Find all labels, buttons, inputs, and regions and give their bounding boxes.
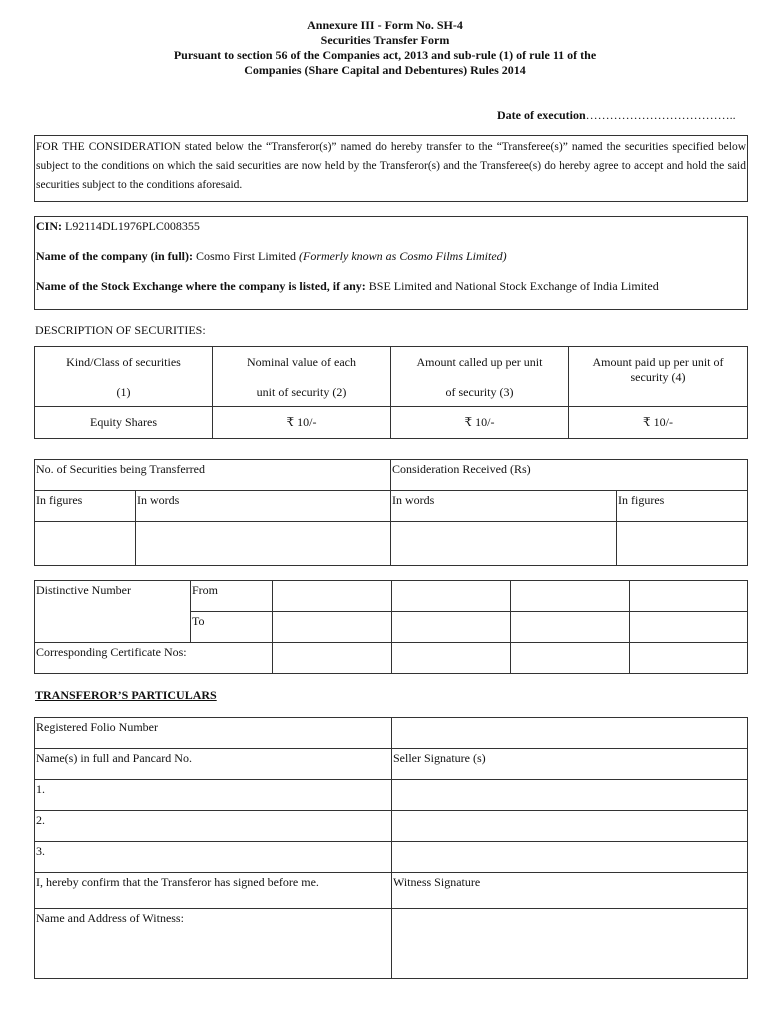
date-of-execution-dots: ………………………………..	[585, 108, 736, 122]
cin-value: L92114DL1976PLC008355	[65, 219, 200, 233]
transferor-item-1[interactable]: 1.	[35, 780, 392, 811]
consideration-in-words-label: In words	[391, 491, 617, 522]
registered-folio-field[interactable]	[392, 718, 748, 749]
witness-address-label: Name and Address of Witness:	[35, 909, 392, 979]
seller-signature-3[interactable]	[392, 842, 748, 873]
stock-exchange-row	[36, 279, 659, 294]
form-rules-line: Companies (Share Capital and Debentures) Rules 2014	[244, 63, 526, 77]
cert-field-4[interactable]	[630, 643, 748, 674]
from-field-3[interactable]	[511, 581, 630, 612]
consideration-paragraph	[34, 135, 748, 202]
company-details-box	[34, 216, 748, 310]
transfer-table	[34, 459, 748, 566]
securities-in-words-field[interactable]	[136, 522, 391, 566]
seller-signature-1[interactable]	[392, 780, 748, 811]
cert-field-1[interactable]	[273, 643, 392, 674]
cell-nominal: ₹ 10/-	[213, 407, 391, 439]
in-words-label: In words	[136, 491, 391, 522]
date-of-execution[interactable]	[497, 108, 736, 123]
transferor-item-3[interactable]: 3.	[35, 842, 392, 873]
cell-paid-up: ₹ 10/-	[569, 407, 748, 439]
securities-in-figures-field[interactable]	[35, 522, 136, 566]
stock-exchange-value: BSE Limited and National Stock Exchange of India Limited	[368, 279, 659, 293]
seller-signature-2[interactable]	[392, 811, 748, 842]
from-field-1[interactable]	[273, 581, 392, 612]
cin-row	[36, 219, 200, 234]
from-field-2[interactable]	[392, 581, 511, 612]
company-name-value: Cosmo First Limited	[195, 249, 296, 263]
certificate-nos-label: Corresponding Certificate Nos:	[35, 643, 273, 674]
witness-confirm-label: I, hereby confirm that the Transferor has signed before me.	[35, 873, 392, 909]
no-of-securities-label: No. of Securities being Transferred	[35, 460, 391, 491]
registered-folio-label: Registered Folio Number	[35, 718, 392, 749]
col-called-up-num: of security (3)	[445, 385, 514, 399]
company-name-note: (Formerly known as Cosmo Films Limited)	[299, 249, 507, 263]
consideration-in-words-field[interactable]	[391, 522, 617, 566]
form-pursuant-line: Pursuant to section 56 of the Companies act, 2013 and sub-rule (1) of rule 11 of the	[173, 48, 597, 62]
distinctive-number-label: Distinctive Number	[35, 581, 191, 643]
date-of-execution-label: Date of execution	[497, 108, 586, 122]
transferor-item-2[interactable]: 2.	[35, 811, 392, 842]
to-field-1[interactable]	[273, 612, 392, 643]
to-label: To	[191, 612, 273, 643]
col-nominal-value-num: unit of security (2)	[256, 385, 347, 399]
col-kind-class	[35, 347, 213, 407]
cert-field-2[interactable]	[392, 643, 511, 674]
col-nominal-value-label: Nominal value of each	[247, 355, 356, 369]
col-kind-class-num: (1)	[116, 385, 131, 399]
form-subtitle: Securities Transfer Form	[320, 33, 450, 47]
securities-data-row	[35, 407, 748, 439]
consideration-in-figures-field[interactable]	[617, 522, 748, 566]
col-called-up-label: Amount called up per unit	[416, 355, 543, 369]
consideration-received-label: Consideration Received (Rs)	[391, 460, 748, 491]
to-field-2[interactable]	[392, 612, 511, 643]
securities-header-row	[35, 347, 748, 407]
distinctive-number-table	[34, 580, 748, 674]
col-paid-up-label: Amount paid up per unit of security (4)	[592, 355, 724, 384]
securities-table	[34, 346, 748, 439]
seller-signature-label: Seller Signature (s)	[392, 749, 748, 780]
in-figures-label: In figures	[35, 491, 136, 522]
securities-heading: DESCRIPTION OF SECURITIES:	[35, 323, 206, 337]
cell-kind: Equity Shares	[35, 407, 213, 439]
company-name-label: Name of the company (in full):	[36, 249, 193, 263]
to-field-3[interactable]	[511, 612, 630, 643]
stock-exchange-label: Name of the Stock Exchange where the company is listed, if any:	[36, 279, 366, 293]
transferor-heading: TRANSFEROR’S PARTICULARS	[35, 688, 217, 702]
witness-signature-field[interactable]	[392, 909, 748, 979]
cell-called-up: ₹ 10/-	[391, 407, 569, 439]
from-field-4[interactable]	[630, 581, 748, 612]
company-name-row	[36, 249, 507, 264]
col-nominal-value	[213, 347, 391, 407]
to-field-4[interactable]	[630, 612, 748, 643]
names-pancard-label: Name(s) in full and Pancard No.	[35, 749, 392, 780]
consideration-in-figures-label: In figures	[617, 491, 748, 522]
col-called-up	[391, 347, 569, 407]
form-title: Annexure III - Form No. SH-4	[307, 18, 463, 32]
cert-field-3[interactable]	[511, 643, 630, 674]
col-paid-up	[569, 347, 748, 407]
witness-signature-label: Witness Signature	[392, 873, 748, 909]
cin-label: CIN:	[36, 219, 62, 233]
from-label: From	[191, 581, 273, 612]
consideration-text: FOR THE CONSIDERATION stated below the “Transferor(s)” named do hereby transfer to the “Transferee(s)” named the securities specified below subject to the conditions on which the said securities are now held by the Transferor(s) and the Transferee(s) do hereby agree to accept and hold the said securities subject to the conditions aforesaid.	[36, 141, 746, 191]
col-kind-class-label: Kind/Class of securities	[66, 355, 181, 369]
transferor-table	[34, 717, 748, 979]
